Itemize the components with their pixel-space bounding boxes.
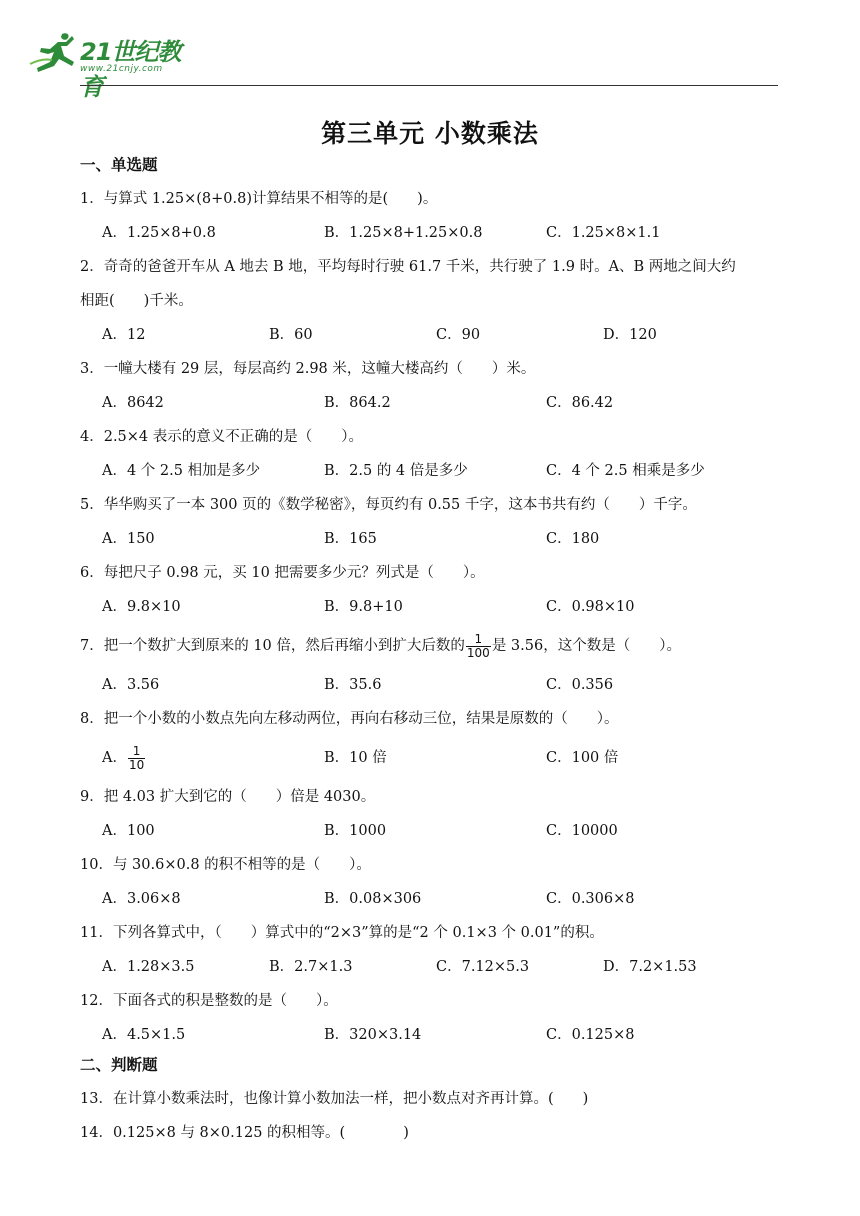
option-c: C．7.12×5.3 <box>436 959 530 975</box>
header-divider <box>80 85 778 86</box>
fraction-denominator: 100 <box>466 645 490 660</box>
option-b: B．320×3.14 <box>324 1027 422 1043</box>
logo-url: www.21cnjy.com <box>80 64 163 74</box>
options-row <box>80 216 780 250</box>
question-stem-part-a: 7．把一个数扩大到原来的 10 倍，然后再缩小到扩大后数的 <box>80 638 465 654</box>
option-b: B．2.7×1.3 <box>269 959 353 975</box>
option-b: B．10 倍 <box>324 750 387 766</box>
option-d: D．120 <box>603 327 657 343</box>
option-a: A．12 <box>102 327 146 343</box>
option-c: C．4 个 2.5 相乘是多少 <box>546 463 705 479</box>
option-c: C．10000 <box>546 823 618 839</box>
question-12 <box>80 984 780 1052</box>
options-row <box>80 814 780 848</box>
option-b: B．165 <box>324 531 377 547</box>
option-a: A．4 个 2.5 相加是多少 <box>102 463 261 479</box>
section-title-true-false: 二、判断题 <box>80 1055 158 1074</box>
exam-content <box>80 152 780 1150</box>
question-stem: 1．与算式 1.25×(8+0.8)计算结果不相等的是( )。 <box>80 191 438 207</box>
options-row <box>80 454 780 488</box>
options-row <box>80 736 780 780</box>
question-stem: 10．与 30.6×0.8 的积不相等的是（ ）。 <box>80 857 371 873</box>
question-stem: 11．下列各算式中，（ ）算式中的“2×3”算的是“2 个 0.1×3 个 0.01”的积。 <box>80 925 604 941</box>
question-stem: 8．把一个小数的小数点先向左移动两位，再向右移动三位，结果是原数的（ ）。 <box>80 711 619 727</box>
question-stem: 3．一幢大楼有 29 层，每层高约 2.98 米，这幢大楼高约（ ）米。 <box>80 361 536 377</box>
question-stem: 9．把 4.03 扩大到它的（ ）倍是 4030。 <box>80 789 376 805</box>
option-b: B．60 <box>269 327 313 343</box>
fraction-numerator: 1 <box>128 745 145 759</box>
logo <box>28 30 198 101</box>
option-a: A．4.5×1.5 <box>102 1027 186 1043</box>
option-a: A．3.56 <box>102 677 160 693</box>
question-stem <box>80 624 780 668</box>
option-a: A．100 <box>102 823 155 839</box>
question-stem: 2．奇奇的爸爸开车从 A 地去 B 地，平均每时行驶 61.7 千米，共行驶了 1.9 时。A、B 两地之间大约 <box>80 259 736 275</box>
option-b: B．0.08×306 <box>324 891 422 907</box>
options-row <box>80 386 780 420</box>
fraction-denominator: 10 <box>128 757 145 772</box>
options-row <box>80 882 780 916</box>
option-c: C．90 <box>436 327 481 343</box>
option-a <box>102 736 324 780</box>
question-14 <box>80 1116 780 1150</box>
option-b: B．1.25×8+1.25×0.8 <box>324 225 483 241</box>
question-stem: 14．0.125×8 与 8×0.125 的积相等。( ) <box>80 1125 409 1141</box>
section-title-single-choice: 一、单选题 <box>80 155 158 174</box>
question-4 <box>80 420 780 488</box>
option-c: C．100 倍 <box>546 750 619 766</box>
option-a: A．8642 <box>102 395 164 411</box>
option-c: C．0.356 <box>546 677 614 693</box>
question-1 <box>80 182 780 250</box>
fraction <box>466 633 491 660</box>
page-title: 第三单元 小数乘法 <box>321 119 539 148</box>
question-stem-part-b: 是 3.56，这个数是（ ）。 <box>491 638 681 654</box>
option-a: A．9.8×10 <box>102 599 181 615</box>
question-13 <box>80 1082 780 1116</box>
options-row <box>80 668 780 702</box>
option-d: D．7.2×1.53 <box>603 959 697 975</box>
fraction <box>128 745 145 772</box>
question-9 <box>80 780 780 848</box>
option-a: A．1.25×8+0.8 <box>102 225 216 241</box>
question-5 <box>80 488 780 556</box>
question-stem: 12．下面各式的积是整数的是（ ）。 <box>80 993 338 1009</box>
fraction-numerator: 1 <box>466 633 491 647</box>
question-11 <box>80 916 780 984</box>
runner-icon <box>28 30 78 76</box>
option-c: C．0.125×8 <box>546 1027 635 1043</box>
option-b: B．9.8+10 <box>324 599 403 615</box>
option-a: A．150 <box>102 531 155 547</box>
option-a: A．3.06×8 <box>102 891 181 907</box>
question-stem: 5．华华购买了一本 300 页的《数学秘密》，每页约有 0.55 千字，这本书共有约（ ）千字。 <box>80 497 697 513</box>
option-a-prefix: A． <box>102 750 127 766</box>
option-c: C．0.306×8 <box>546 891 635 907</box>
page-header <box>0 0 860 101</box>
option-c: C．86.42 <box>546 395 614 411</box>
logo-text: 21世纪教育 <box>80 38 181 101</box>
question-stem: 13．在计算小数乘法时，也像计算小数加法一样，把小数点对齐再计算。( ) <box>80 1091 589 1107</box>
option-a: A．1.28×3.5 <box>102 959 195 975</box>
question-stem: 6．每把尺子 0.98 元，买 10 把需要多少元？列式是（ ）。 <box>80 565 485 581</box>
options-row <box>80 950 780 984</box>
question-10 <box>80 848 780 916</box>
options-row <box>80 522 780 556</box>
question-stem: 4．2.5×4 表示的意义不正确的是（ ）。 <box>80 429 364 445</box>
option-b: B．864.2 <box>324 395 391 411</box>
option-c: C．180 <box>546 531 600 547</box>
option-c: C．1.25×8×1.1 <box>546 225 661 241</box>
option-b: B．1000 <box>324 823 387 839</box>
option-b: B．35.6 <box>324 677 382 693</box>
options-row <box>80 1018 780 1052</box>
question-stem-continued: 相距( )千米。 <box>80 293 193 309</box>
question-6 <box>80 556 780 624</box>
option-b: B．2.5 的 4 倍是多少 <box>324 463 468 479</box>
options-row <box>80 590 780 624</box>
option-c: C．0.98×10 <box>546 599 635 615</box>
question-2 <box>80 250 780 352</box>
options-row <box>80 318 780 352</box>
question-7 <box>80 624 780 702</box>
question-3 <box>80 352 780 420</box>
question-8 <box>80 702 780 780</box>
